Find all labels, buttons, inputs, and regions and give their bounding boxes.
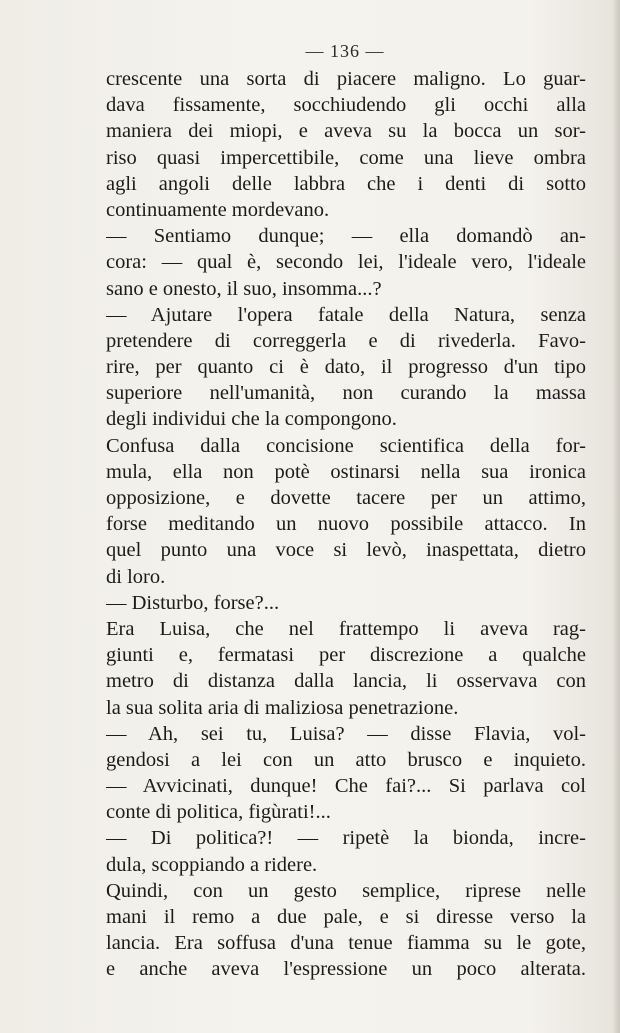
text-line: mula, ella non potè ostinarsi nella sua ironica	[106, 460, 586, 483]
text-line: Confusa dalla concisione scientifica della for-	[106, 434, 586, 457]
text-line: maniera dei miopi, e aveva su la bocca un sor-	[106, 120, 586, 143]
text-line: continuamente mordevano.	[106, 198, 330, 221]
text-line: Era Luisa, che nel frattempo li aveva rag-	[106, 617, 586, 640]
text-line: agli angoli delle labbra che i denti di sotto	[106, 172, 586, 195]
text-line: — Sentiamo dunque; — ella domandò an-	[106, 225, 586, 248]
text-line: crescente una sorta di piacere maligno. Lo guar-	[106, 68, 586, 90]
text-line: — Avvicinati, dunque! Che fai?... Si parlava col	[106, 775, 586, 798]
text-line: Quindi, con un gesto semplice, riprese nelle	[106, 879, 586, 902]
body-text	[106, 66, 586, 983]
page-number: — 136 —	[305, 41, 385, 61]
page-edge-shadow	[612, 0, 620, 1033]
text-line: — Di politica?! — ripetè la bionda, incre-	[106, 827, 586, 850]
text-line: forse meditando un nuovo possibile attacco. In	[106, 513, 586, 536]
text-line: degli individui che la compongono.	[106, 408, 397, 431]
text-line: cora: — qual è, secondo lei, l'ideale vero, l'ideale	[106, 251, 586, 274]
text-line: e anche aveva l'espressione un poco alterata.	[106, 958, 586, 981]
text-line: dava fissamente, socchiudendo gli occhi alla	[106, 94, 586, 117]
text-line: conte di politica, figùrati!...	[106, 801, 331, 824]
text-line: pretendere di correggerla e di rivederla. Favo-	[106, 329, 586, 352]
text-line: la sua solita aria di maliziosa penetrazione.	[106, 696, 459, 719]
text-line: giunti e, fermatasi per discrezione a qualche	[106, 644, 586, 667]
text-line: di loro.	[106, 565, 166, 588]
text-line: opposizione, e dovette tacere per un attimo,	[106, 487, 586, 509]
text-line: superiore nell'umanità, non curando la massa	[106, 382, 586, 405]
text-line: — Ah, sei tu, Luisa? — disse Flavia, vol-	[106, 722, 586, 745]
text-line: lancia. Era soffusa d'una tenue fiamma su le gote,	[106, 932, 586, 955]
text-line: sano e onesto, il suo, insomma...?	[106, 277, 382, 300]
text-line: riso quasi impercettibile, come una lieve ombra	[106, 146, 586, 169]
text-line: mani il remo a due pale, e si diresse verso la	[106, 906, 586, 928]
text-line: rire, per quanto ci è dato, il progresso d'un tipo	[106, 356, 586, 379]
text-line: — Disturbo, forse?...	[106, 591, 280, 614]
text-line: — Ajutare l'opera fatale della Natura, senza	[106, 303, 586, 326]
text-line: gendosi a lei con un atto brusco e inquieto.	[106, 748, 586, 771]
text-line: metro di distanza dalla lancia, li osservava con	[106, 670, 586, 693]
text-line: quel punto una voce si levò, inaspettata, dietro	[106, 539, 586, 562]
text-line: dula, scoppiando a ridere.	[106, 853, 318, 876]
